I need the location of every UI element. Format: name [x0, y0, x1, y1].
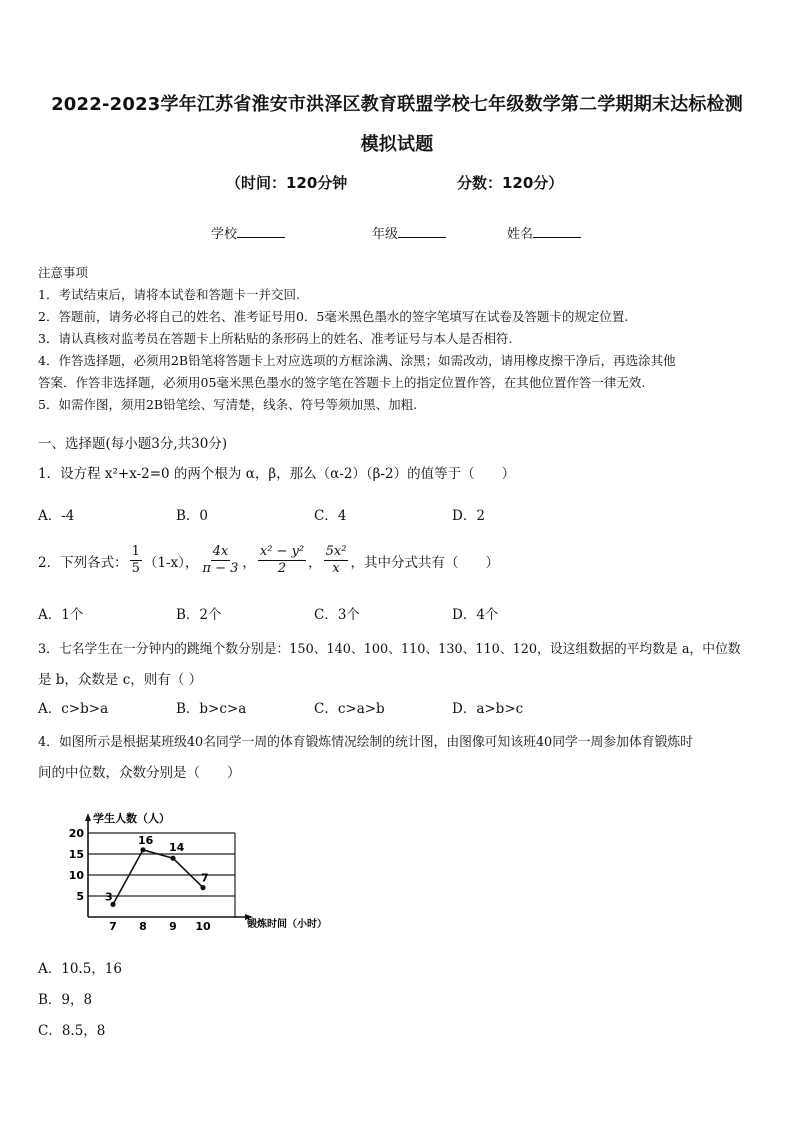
school-field[interactable]	[211, 223, 285, 242]
y-axis-arrow	[85, 813, 91, 821]
y-tick-label: 5	[76, 890, 84, 903]
grade-label: 年级	[372, 227, 399, 242]
fraction-4-num: 5x²	[325, 544, 347, 559]
question-3	[38, 635, 768, 695]
q3-option-a[interactable]: A．c>b>a	[38, 701, 109, 717]
fraction-2-den: π − 3	[202, 561, 239, 576]
x-axis-label: 锻炼时间（小时）	[247, 919, 327, 930]
note-item: 1．考试结束后，请将本试卷和答题卡一并交回.	[38, 287, 300, 302]
data-point	[140, 847, 145, 852]
fraction-3-den: 2	[277, 561, 287, 576]
q4-option-a[interactable]: A．10.5，16	[38, 961, 122, 977]
q3-line2: 是 b，众数是 c，则有（ ）	[38, 672, 203, 688]
data-label: 14	[169, 841, 185, 855]
fraction-4	[324, 544, 349, 577]
section-heading: 一、选择题(每小题3分,共30分)	[38, 436, 228, 452]
line-chart	[55, 805, 335, 935]
grade-blank[interactable]	[398, 225, 446, 238]
fraction-2-num: 4x	[212, 544, 229, 559]
name-label: 姓名	[507, 227, 534, 242]
q2-option-a[interactable]: A．1个	[38, 607, 84, 623]
note-item: 2．答题前，请务必将自己的姓名、准考证号用0．5毫米黑色墨水的签字笔填写在试卷及答题卡的规定位置.	[38, 309, 629, 324]
q4-line1: 4．如图所示是根据某班级40名同学一周的体育锻炼情况绘制的统计图，由图像可知该班40同学一周参加体育锻炼时	[38, 735, 693, 750]
q4-option-c[interactable]: C．8.5，8	[38, 1023, 106, 1039]
fraction-2	[200, 544, 240, 577]
page-title-line2: 模拟试题	[360, 134, 434, 155]
data-label: 7	[201, 871, 209, 885]
y-tick-label: 15	[68, 848, 84, 861]
fraction-4-den: x	[332, 561, 340, 576]
q2-suffix: ，其中分式共有（ ）	[350, 554, 499, 571]
time-label: （时间：120分钟	[226, 174, 348, 192]
q4-option-b[interactable]: B．9，8	[38, 992, 93, 1008]
notes	[38, 262, 758, 416]
name-blank[interactable]	[533, 225, 581, 238]
q2-option-b[interactable]: B．2个	[176, 607, 222, 623]
x-tick-label: 10	[195, 920, 211, 933]
fraction-1-num: 1	[131, 544, 140, 559]
x-tick-label: 9	[169, 920, 177, 933]
data-label: 16	[138, 833, 154, 847]
notes-heading: 注意事项	[38, 265, 89, 280]
fraction-1	[130, 544, 142, 577]
grade-field[interactable]	[372, 223, 446, 242]
x-tick-label: 8	[139, 920, 147, 933]
q1-option-d[interactable]: D．2	[452, 508, 485, 524]
question-1: 1．设方程 x²+x-2=0 的两个根为 α，β，那么（α-2）（β-2）的值等于（ ）	[38, 466, 516, 482]
q3-option-c[interactable]: C．c>a>b	[314, 701, 385, 717]
data-point	[170, 856, 175, 861]
q1-option-a[interactable]: A．-4	[38, 508, 75, 524]
data-label: 3	[105, 890, 113, 904]
question-2: 2．下列各式： $\frac{1}{5}$ （1-x）， $\frac{4x}{\pi - 3}$ ， $\frac{\text{x² − y²}}{2}$ ， $\frac{\text{5x²}}{x}$ ，其中分式共有（ ）	[38, 544, 499, 576]
y-axis-label: 学生人数（人）	[93, 812, 170, 825]
note-item: 5．如需作图，须用2B铅笔绘、写清楚，线条、符号等须加黑、加粗.	[38, 397, 418, 412]
data-point	[200, 885, 205, 890]
question-4	[38, 728, 768, 788]
q2-option-d[interactable]: D．4个	[452, 607, 499, 623]
x-tick-label: 7	[109, 920, 117, 933]
q3-option-b[interactable]: B．b>c>a	[176, 701, 247, 717]
y-tick-label: 20	[68, 827, 84, 840]
q4-line2: 间的中位数，众数分别是（ ）	[38, 765, 241, 781]
q3-line1: 3．七名学生在一分钟内的跳绳个数分别是：150、140、100、110、130、110、120，设这组数据的平均数是 a，中位数	[38, 642, 741, 657]
q3-option-d[interactable]: D．a>b>c	[452, 701, 524, 717]
note-item: 4．作答选择题，必须用2B铅笔将答题卡上对应选项的方框涂满、涂黑；如需改动，请用橡皮擦干净后，再选涂其他	[38, 353, 676, 368]
q2-prefix: 2．下列各式：	[38, 554, 128, 571]
note-item: 答案．作答非选择题，必须用05毫米黑色墨水的签字笔在答题卡上的指定位置作答，在其他位置作答一律无效.	[38, 375, 646, 390]
fraction-3	[258, 544, 306, 577]
fraction-3-num: x² − y²	[259, 544, 305, 559]
q2-after-f1: （1-x），	[143, 554, 199, 571]
school-blank[interactable]	[237, 225, 285, 238]
q1-option-c[interactable]: C．4	[314, 508, 347, 524]
fraction-1-den: 5	[131, 561, 140, 576]
page-title: 2022-2023学年江苏省淮安市洪泽区教育联盟学校七年级数学第二学期期末达标检测	[51, 94, 743, 115]
y-tick-label: 10	[68, 869, 84, 882]
q1-option-b[interactable]: B．0	[176, 508, 209, 524]
note-item: 3．请认真核对监考员在答题卡上所粘贴的条形码上的姓名、准考证号与本人是否相符.	[38, 331, 513, 346]
name-field[interactable]	[507, 223, 581, 242]
school-label: 学校	[211, 227, 238, 242]
score-label: 分数：120分）	[457, 174, 564, 192]
q2-option-c[interactable]: C．3个	[314, 607, 360, 623]
